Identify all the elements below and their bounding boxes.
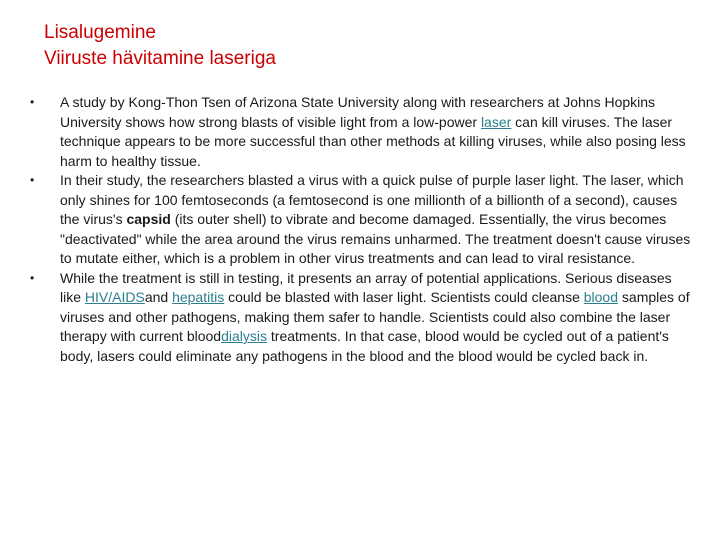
bullet-3-text-2: and	[144, 289, 173, 305]
bullet-3-text-3: could be blasted with laser light. Scientists could cleanse	[224, 289, 584, 305]
laser-link[interactable]: laser	[480, 113, 512, 130]
bullet-dot-icon: •	[30, 173, 35, 187]
bullet-item-1	[30, 93, 692, 171]
bullet-1-text-cont: can kill viruses. The laser technique appears to be more successful than other methods at killing viruses, while also posing less harm to healthy tissue.	[60, 113, 686, 169]
title-line-1: Lisalugemine	[44, 22, 156, 43]
title-line-2: Viiruste hävitamine laseriga	[44, 48, 276, 69]
capsid-term: capsid	[126, 211, 171, 227]
bullet-item-3	[30, 269, 692, 367]
bullet-item-2	[30, 171, 692, 269]
bullet-3-text-5: treatments. In that case, blood would be cycled out of a patient's body, lasers could eliminate any pathogens in the blood and the blood would be cycled back in.	[60, 328, 669, 364]
bullet-2-text-cont: (its outer shell) to vibrate and become damaged. Essentially, the virus becomes "deactivated" while the area around the virus remains unharmed. The treatment doesn't cause viruses to mutate either, which is a problem in other virus treatments and can lead to viral resistance.	[60, 211, 691, 266]
bullet-dot-icon: •	[30, 95, 35, 109]
hiv-aids-link[interactable]: HIV/AIDS	[84, 289, 145, 305]
bullet-dot-icon: •	[30, 270, 35, 285]
bullet-3-text-4: samples of viruses and other pathogens, making them safer to handle. Scientists could also combine the laser therapy with current blood	[60, 289, 690, 344]
bullet-1-text: A study by Kong-Thon Tsen of Arizona State University along with researchers at Johns Hopkins University shows how strong blasts of visible light from a low-power	[60, 94, 656, 130]
hepatitis-link[interactable]: hepatitis	[172, 289, 225, 305]
bullet-2-text: In their study, the researchers blasted a virus with a quick pulse of purple laser light. The laser, which only shines for 100 femtoseconds (a femtosecond is one millionth of a billionth of a second), causes the virus's	[60, 172, 684, 227]
blood-link[interactable]: blood	[583, 289, 619, 305]
dialysis-link[interactable]: dialysis	[221, 328, 267, 344]
slide-title	[44, 20, 276, 72]
bullet-3-text: While the treatment is still in testing, it presents an array of potential applications. Serious diseases like	[60, 269, 672, 305]
bullet-list	[30, 93, 692, 366]
